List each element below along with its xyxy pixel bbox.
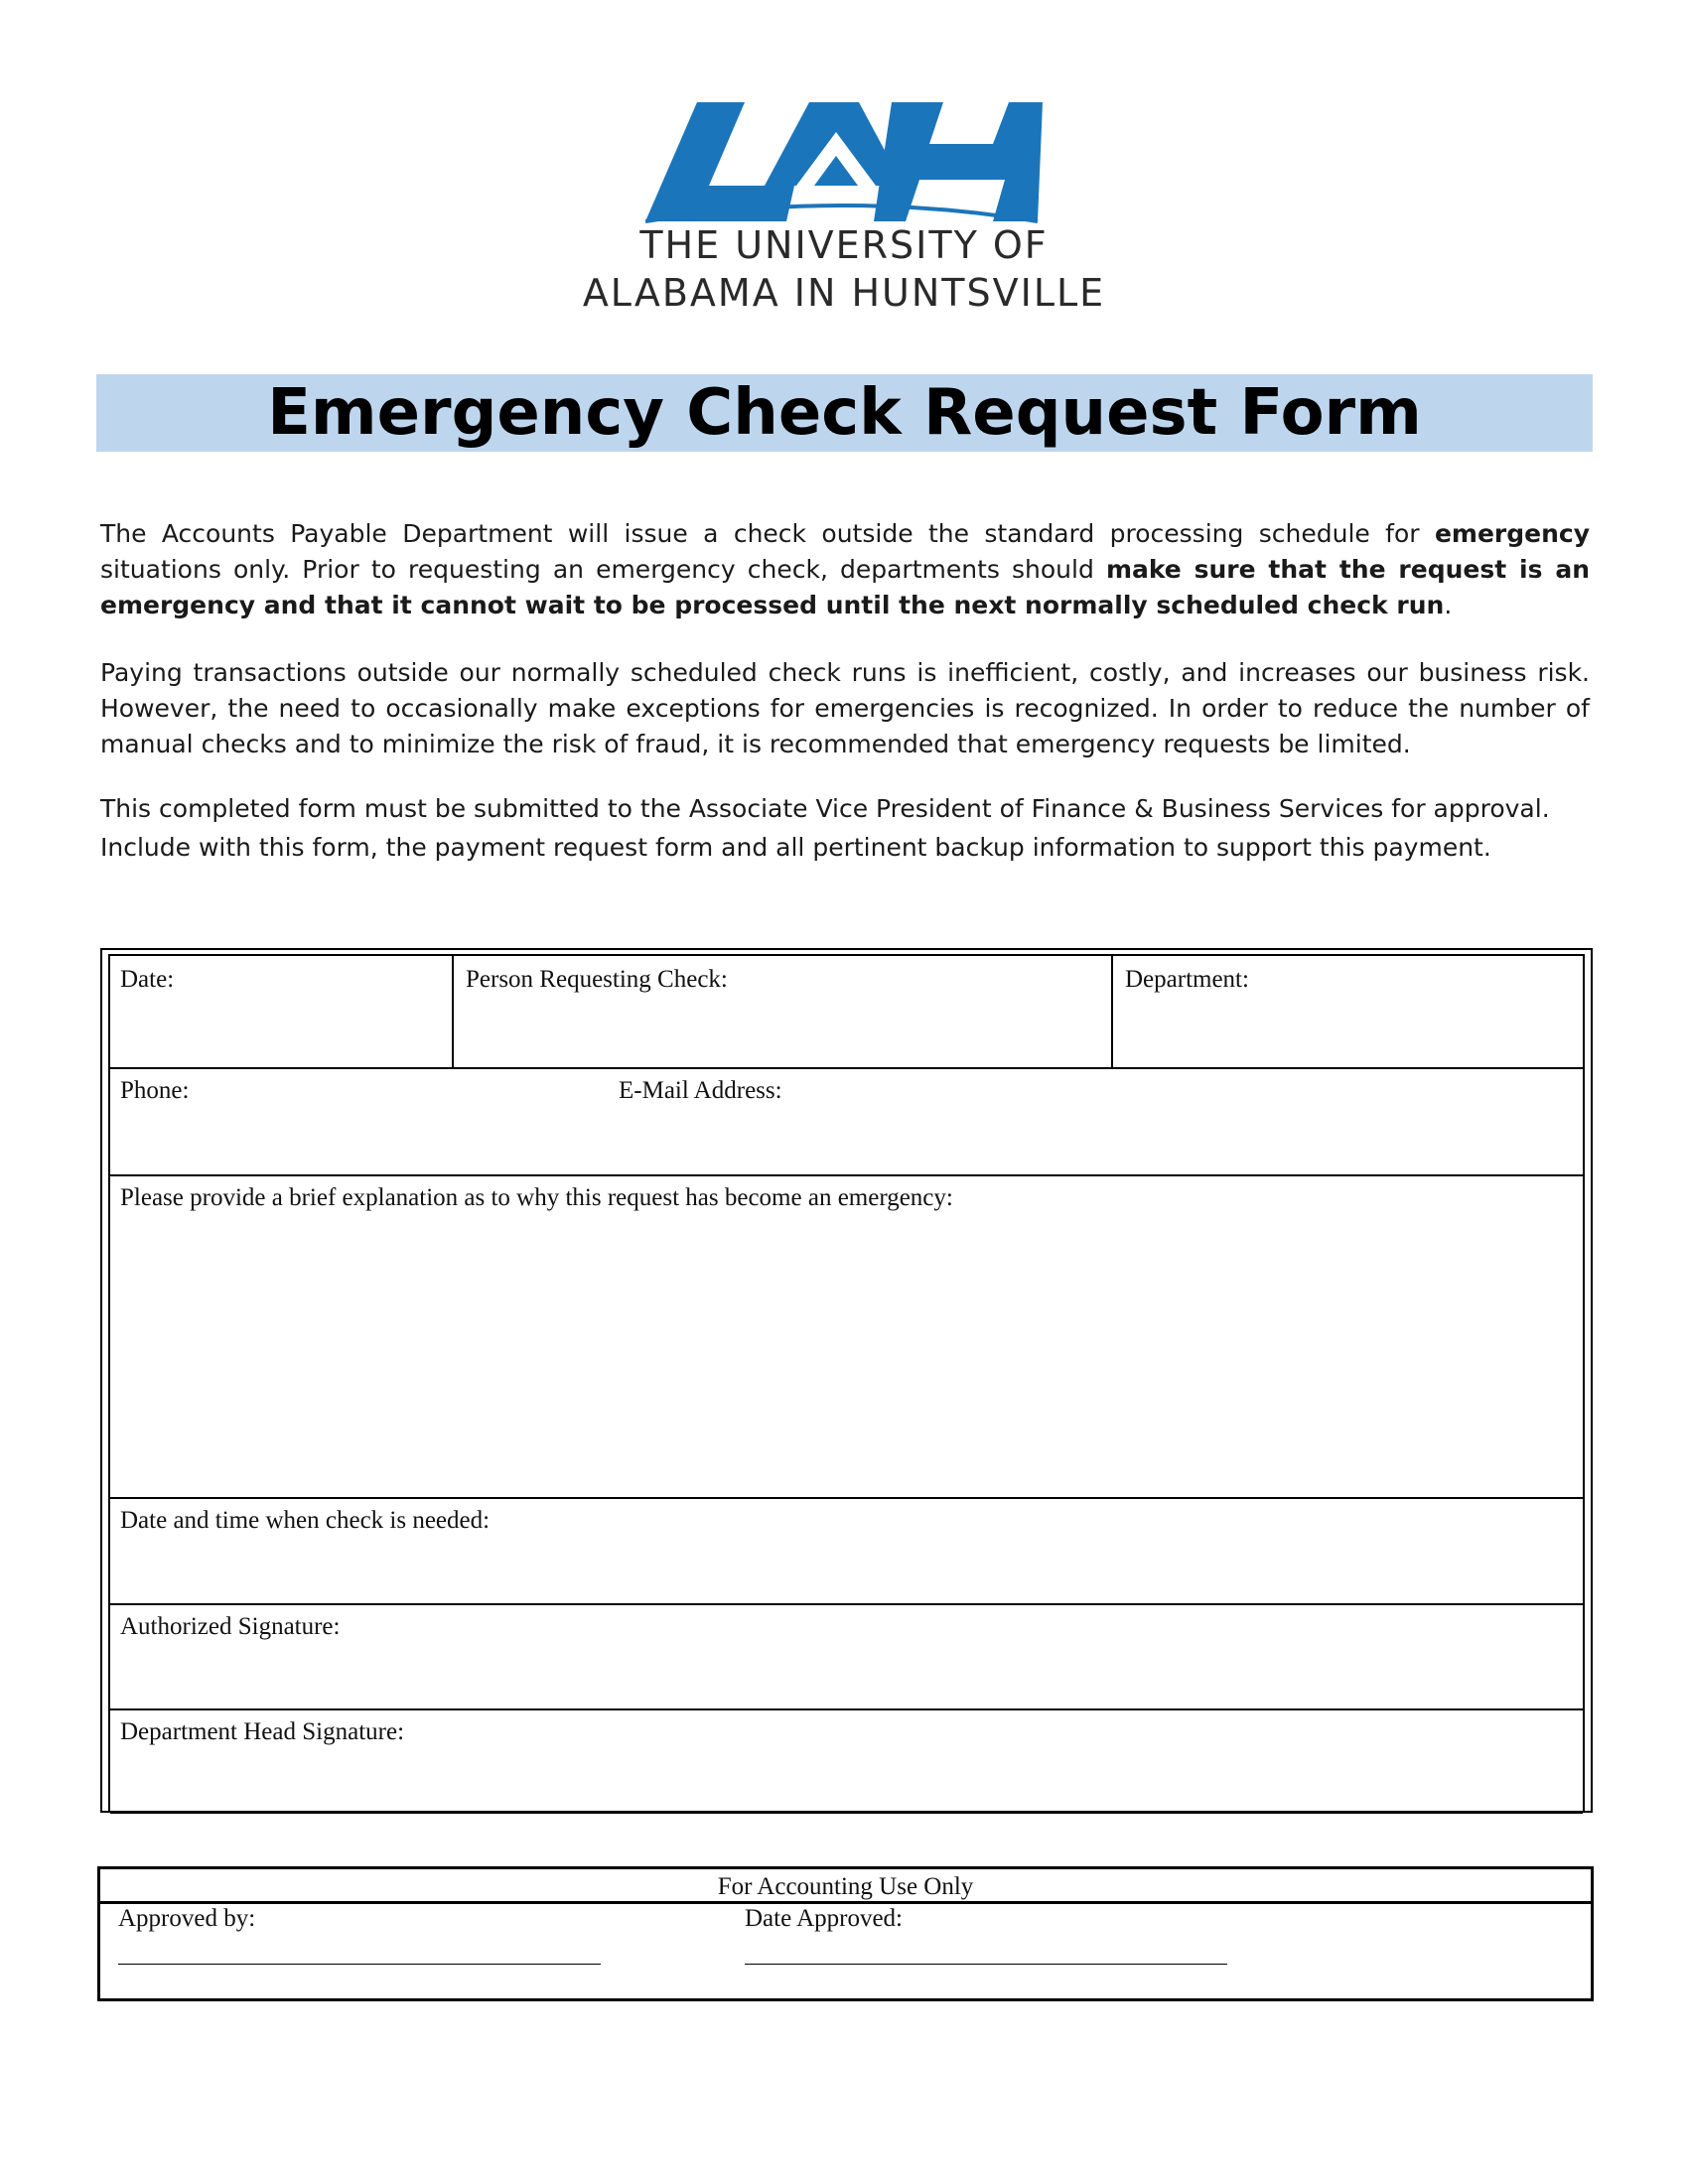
date-approved-line[interactable] xyxy=(745,1964,1227,1965)
request-form xyxy=(100,948,1593,1813)
date-time-needed-field[interactable]: Date and time when check is needed: xyxy=(120,1507,491,1534)
logo-text-line2: ALABAMA IN HUNTSVILLE xyxy=(582,271,1106,315)
form-row-divider xyxy=(110,1603,1583,1605)
intro-p3-line1: This completed form must be submitted to the Associate Vice President of Finance & Business Services for approval. xyxy=(100,794,1550,823)
uah-logo-mark xyxy=(645,94,1043,223)
accounting-header: For Accounting Use Only xyxy=(100,1869,1591,1904)
request-form-inner xyxy=(108,954,1585,1811)
intro-paragraph-2: Paying transactions outside our normally scheduled check runs is inefficient, costly, and increases our business risk. However, the need to occasionally make exceptions for emergencies is recognized. In order to reduce the number of manual checks and to minimize the risk of fraud, it is recommended that emergency requests be limited. xyxy=(100,658,1590,758)
logo-text-line1: THE UNIVERSITY OF xyxy=(639,223,1049,267)
approved-by-label: Approved by: xyxy=(118,1905,256,1932)
title-band xyxy=(96,374,1593,452)
date-field[interactable]: Date: xyxy=(120,966,175,993)
phone-field[interactable]: Phone: xyxy=(120,1077,190,1104)
form-row-divider xyxy=(110,1708,1583,1710)
department-field[interactable]: Department: xyxy=(1125,966,1249,993)
accounting-use-box xyxy=(97,1866,1594,2001)
form-divider xyxy=(1111,956,1113,1067)
date-approved-label: Date Approved: xyxy=(745,1905,903,1932)
explanation-field[interactable]: Please provide a brief explanation as to why this request has become an emergency: xyxy=(120,1184,953,1211)
intro-p1-emphasis-requirement: make sure that the request is an emergency and that it cannot wait to be processed until the next normally scheduled check run xyxy=(100,555,1590,619)
intro-paragraph-1 xyxy=(100,516,1590,623)
intro-p1-emphasis-emergency: emergency xyxy=(1434,519,1590,548)
page-title: Emergency Check Request Form xyxy=(267,376,1422,450)
intro-p1-text-c: situations only. Prior to requesting an emergency check, departments should xyxy=(100,555,1106,584)
form-divider xyxy=(452,956,454,1067)
intro-p1-text-a: The Accounts Payable Department will issue a check outside the standard processing schedule for xyxy=(100,519,1435,548)
form-row-divider xyxy=(110,1812,1583,1814)
intro-p3-line2: Include with this form, the payment request form and all pertinent backup information to support this payment. xyxy=(100,833,1491,862)
form-row-divider xyxy=(110,1067,1583,1069)
department-head-signature-field[interactable]: Department Head Signature: xyxy=(120,1718,405,1745)
form-row-divider xyxy=(110,1497,1583,1499)
approved-by-signature-line[interactable] xyxy=(118,1964,601,1965)
email-field[interactable]: E-Mail Address: xyxy=(619,1077,782,1104)
intro-paragraph-3 xyxy=(100,789,1590,867)
intro-p1-text-e: . xyxy=(1444,591,1453,619)
authorized-signature-field[interactable]: Authorized Signature: xyxy=(120,1613,341,1640)
person-requesting-field[interactable]: Person Requesting Check: xyxy=(466,966,728,993)
form-row-divider xyxy=(110,1174,1583,1176)
